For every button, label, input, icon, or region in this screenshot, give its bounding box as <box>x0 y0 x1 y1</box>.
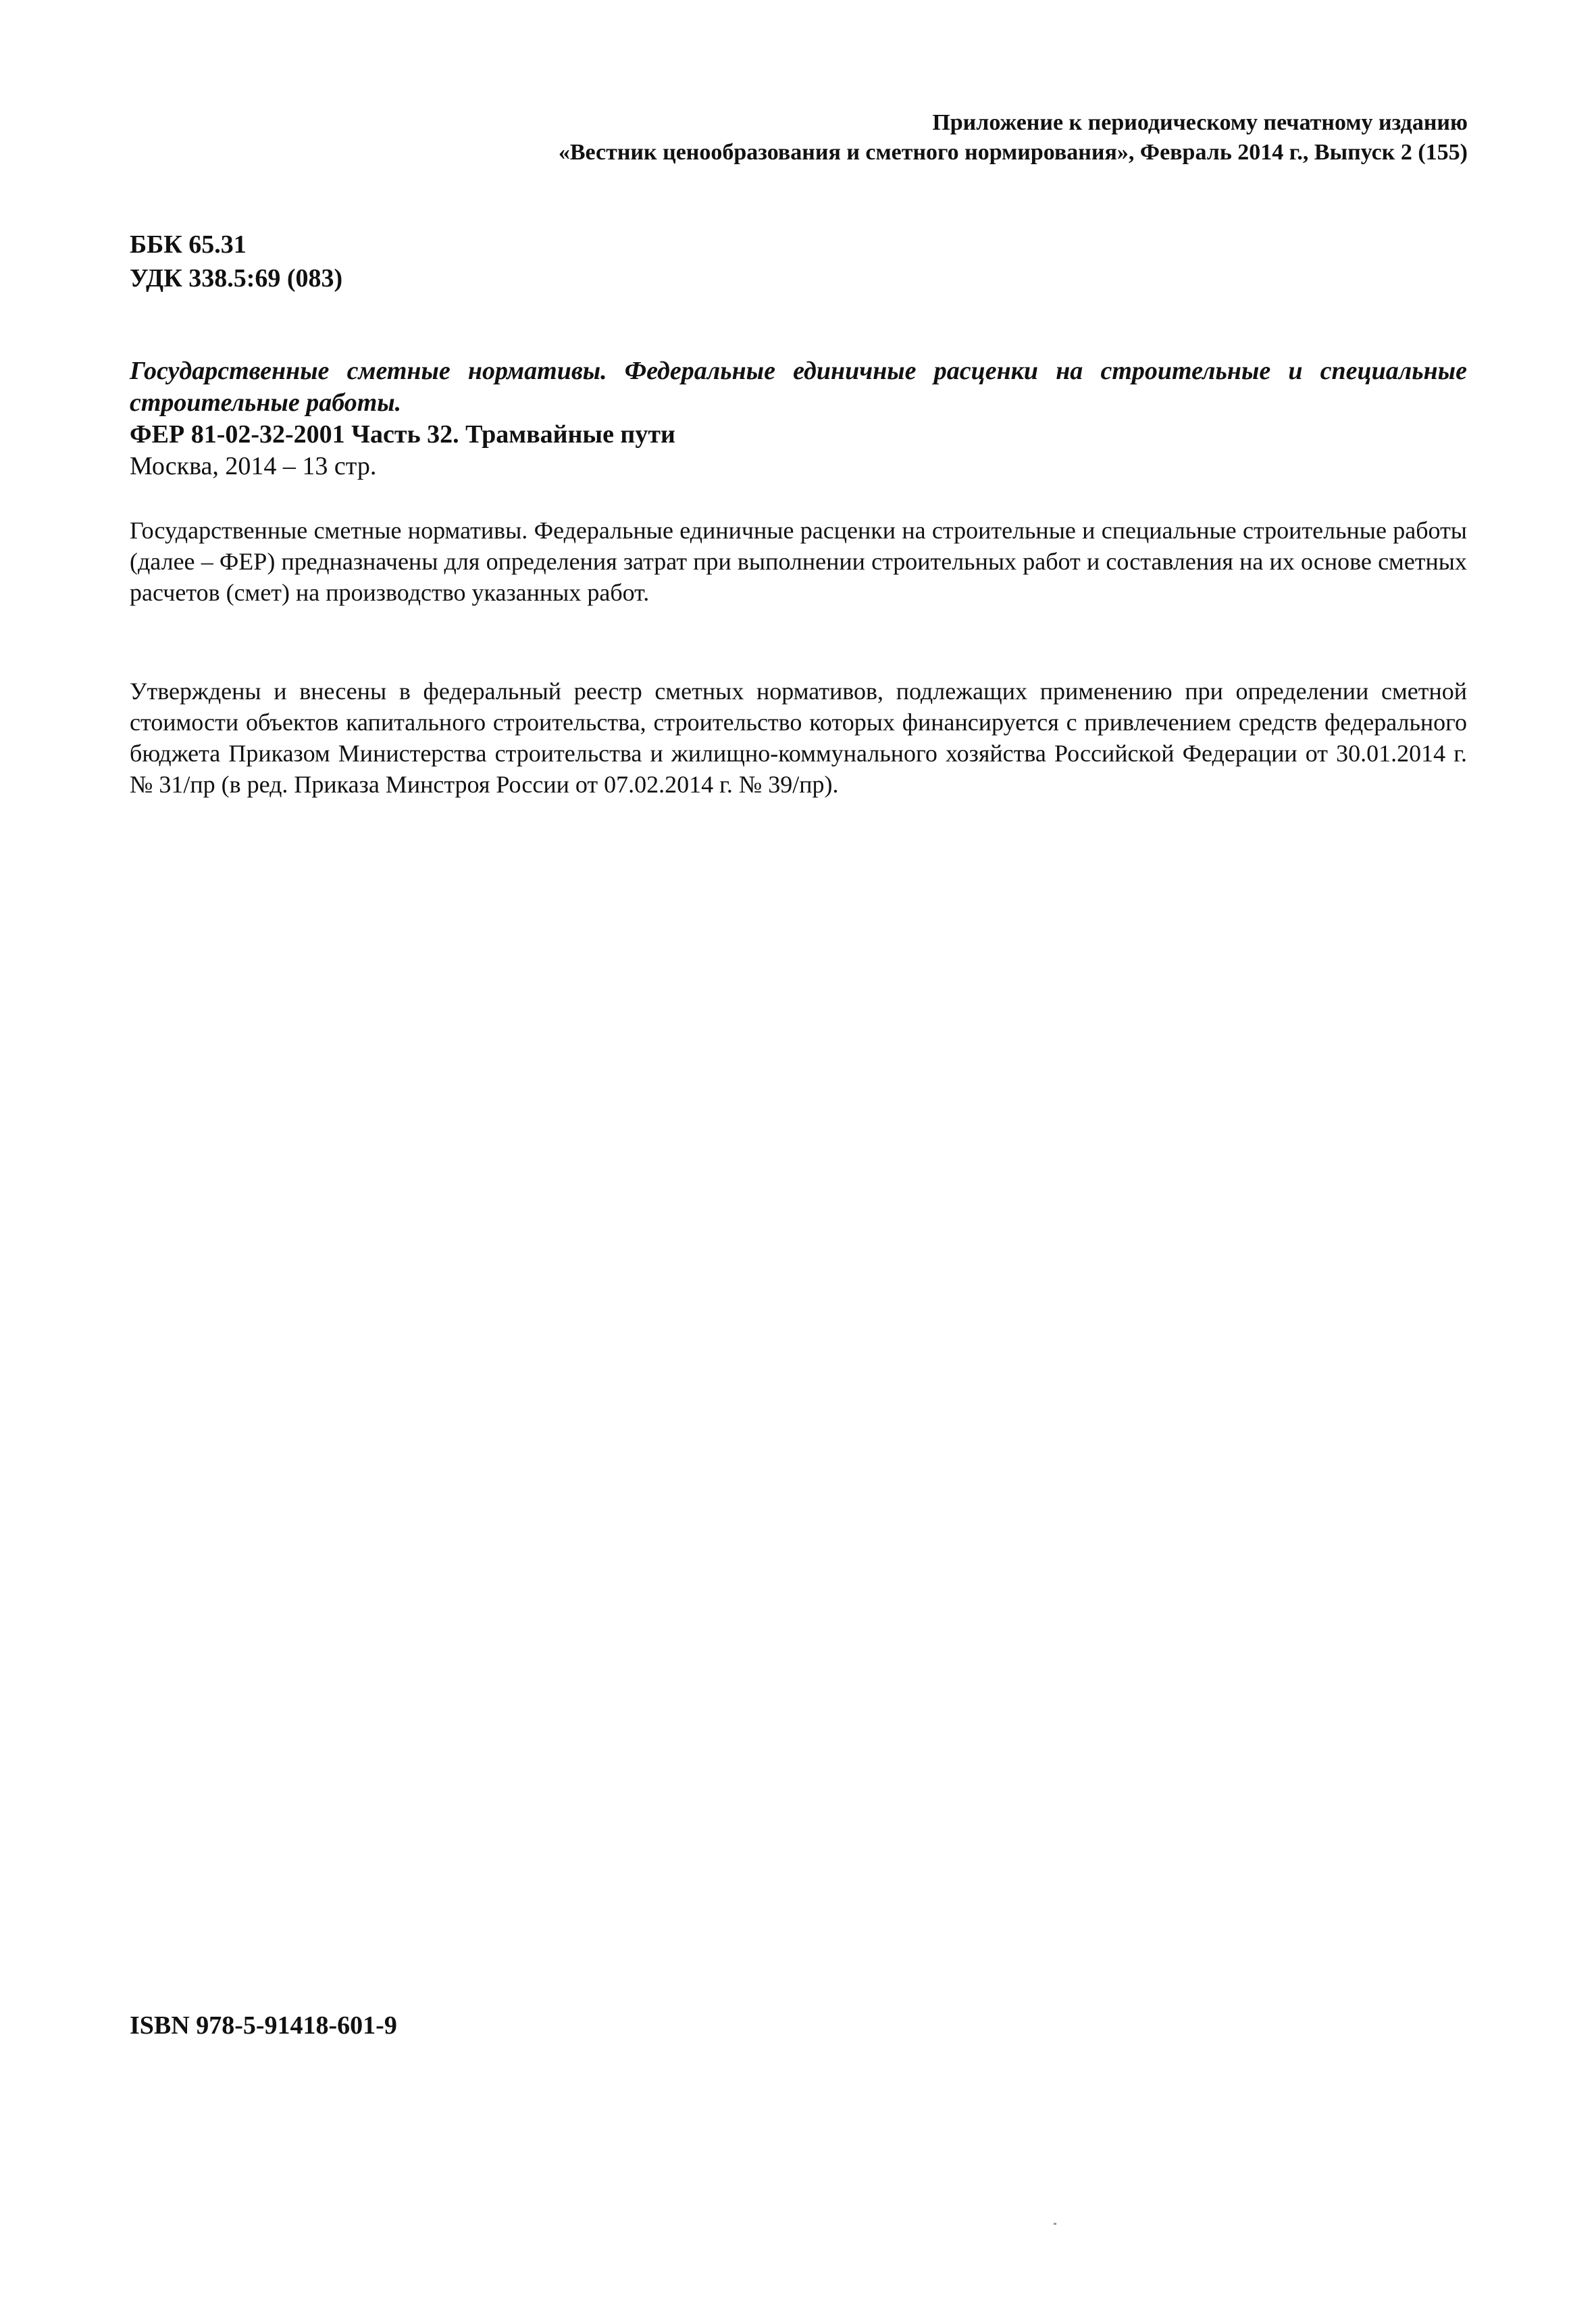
title-block <box>130 355 1467 482</box>
classification-codes <box>130 228 342 295</box>
publication-header <box>559 108 1468 168</box>
isbn: ISBN 978-5-91418-601-9 <box>130 2011 397 2040</box>
header-line-2: «Вестник ценообразования и сметного нормирования», Февраль 2014 г., Выпуск 2 (155) <box>558 140 1468 165</box>
document-part: ФЕР 81-02-32-2001 Часть 32. Трамвайные пути <box>130 420 675 449</box>
imprint: Москва, 2014 – 13 стр. <box>130 452 377 480</box>
approval-paragraph: Утверждены и внесены в федеральный реестр сметных нормативов, подлежащих применению при определении сметной стоимости объектов капитального строительства, строительство которых финансируется с привлечением средств федерального бюджета Приказом Министерства строительства и жилищно-коммунального хозяйства Российской Федерации от 30.01.2014 г. № 31/пр (в ред. Приказа Минстроя России от 07.02.2014 г. № 39/пр). <box>130 678 1467 798</box>
scan-speck <box>1054 2223 1056 2225</box>
udk-code: УДК 338.5:69 (083) <box>130 264 343 293</box>
bbk-code: ББК 65.31 <box>130 230 247 259</box>
description-paragraph: Государственные сметные нормативы. Федеральные единичные расценки на строительные и специальные строительные работы (далее – ФЕР) предназначены для определения затрат при выполнении строительных работ и составления на их основе сметных расчетов (смет) на производство указанных работ. <box>130 517 1467 606</box>
document-title: Государственные сметные нормативы. Федеральные единичные расценки на строительные и специальные строительные работы. <box>130 357 1467 417</box>
header-line-1: Приложение к периодическому печатному изданию <box>932 110 1468 135</box>
